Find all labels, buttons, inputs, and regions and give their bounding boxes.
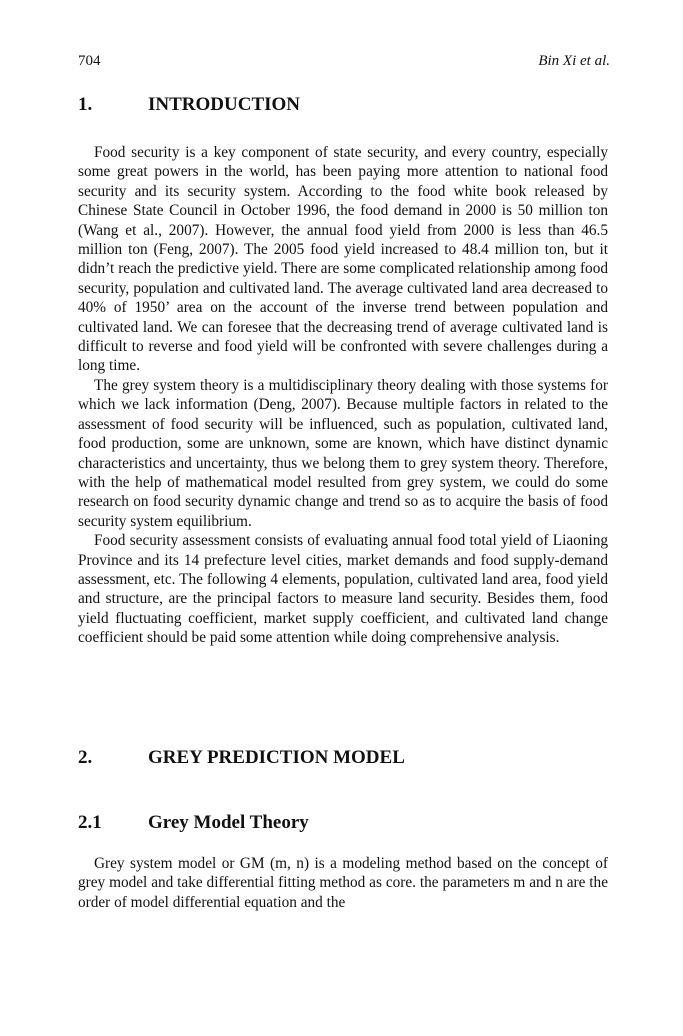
introduction-body (78, 143, 608, 648)
grey-model-theory-body (78, 854, 608, 912)
paragraph: The grey system theory is a multidisciplinary theory dealing with those systems for which we lack information (Deng, 2007). Because multiple factors in related to the assessment of food security will be influenced, such as population, cultivated land, food production, some are unknown, some are known, which have distinct dynamic characteristics and uncertainty, thus we belong them to grey system theory. Therefore, with the help of mathematical model resulted from grey system, we could do some research on food security dynamic change and trend so as to acquire the basis of food security system equilibrium. (78, 376, 608, 530)
page-number: 704 (78, 53, 101, 69)
section-title: INTRODUCTION (148, 94, 301, 115)
subsection-number: 2.1 (78, 812, 102, 833)
subsection-title: Grey Model Theory (148, 812, 309, 833)
section-number: 2. (78, 747, 93, 768)
section-title: GREY PREDICTION MODEL (148, 747, 405, 768)
section-heading-grey-prediction-model (78, 747, 405, 769)
paragraph: Grey system model or GM (m, n) is a modeling method based on the concept of grey model and take differential fitting method as core. the parameters m and n are the order of model differential equation and the (78, 855, 608, 911)
running-author: Bin Xi et al. (538, 53, 610, 69)
section-heading-introduction (78, 94, 300, 116)
paragraph: Food security assessment consists of evaluating annual food total yield of Liaoning Province and its 14 prefecture level cities, market demands and food supply-demand assessment, etc. The following 4 elements, population, cultivated land area, food yield and structure, are the principal factors to measure land security. Besides them, food yield fluctuating coefficient, market supply coefficient, and cultivated land change coefficient should be paid some attention while doing comprehensive analysis. (78, 532, 608, 647)
subsection-heading-grey-model-theory (78, 812, 309, 834)
running-head (78, 52, 610, 70)
section-number: 1. (78, 94, 93, 115)
paragraph: Food security is a key component of state security, and every country, especially some great powers in the world, has been paying more attention to national food security and its security system. According to the food white book released by Chinese State Council in October 1996, the food demand in 2000 is 50 million ton (Wang et al., 2007). However, the annual food yield from 2000 is less than 46.5 million ton (Feng, 2007). The 2005 food yield increased to 48.4 million ton, but it didn’t reach the predictive yield. There are some complicated relationship among food security, population and cultivated land. The average cultivated land area decreased to 40% of 1950’ area on the account of the inverse trend between population and cultivated land. We can foresee that the decreasing trend of average cultivated land is difficult to reverse and food yield will be confronted with severe challenges during a long time. (78, 144, 608, 375)
